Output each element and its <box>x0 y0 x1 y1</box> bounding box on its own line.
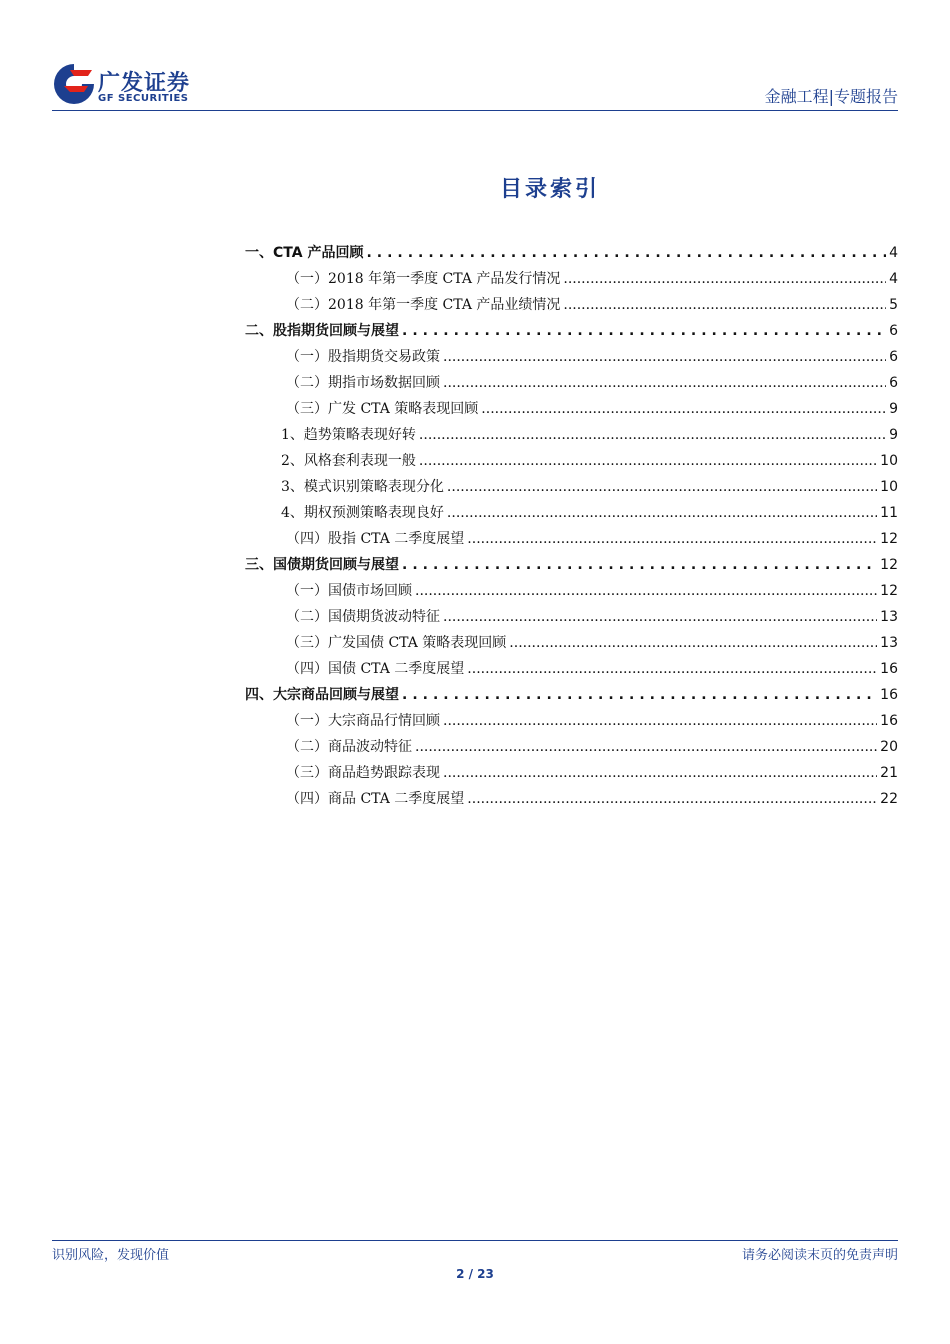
toc-entry-page: 6 <box>889 375 898 391</box>
toc-entry[interactable] <box>286 762 898 788</box>
toc-entry-label: （二）2018 年第一季度 CTA 产品业绩情况 <box>286 297 561 313</box>
toc-entry-page: 5 <box>889 297 898 313</box>
toc-leader-dots <box>419 427 886 443</box>
toc-entry-label: 四、大宗商品回顾与展望 <box>245 687 399 703</box>
toc-entry-page: 21 <box>880 765 898 781</box>
toc-entry[interactable] <box>286 606 898 632</box>
toc-leader-dots <box>563 271 886 287</box>
toc-entry[interactable] <box>245 320 898 346</box>
toc-entry-label: （二）商品波动特征 <box>286 739 412 755</box>
toc-entry[interactable] <box>286 736 898 762</box>
toc-entry[interactable] <box>286 398 898 424</box>
toc-leader-dots <box>467 791 877 807</box>
toc-entry[interactable] <box>281 476 898 502</box>
toc-leader-dots <box>481 401 886 417</box>
toc-entry-page: 16 <box>880 661 898 677</box>
report-section-label: 金融工程|专题报告 <box>764 87 898 106</box>
toc-leader-dots <box>467 531 877 547</box>
toc-entry-page: 13 <box>880 609 898 625</box>
toc-leader-dots <box>447 505 877 521</box>
toc-entry-label: （二）国债期货波动特征 <box>286 609 440 625</box>
footer-divider <box>52 1240 898 1241</box>
toc-entry-page: 6 <box>889 323 898 339</box>
toc-entry[interactable] <box>286 528 898 554</box>
toc-entry-page: 10 <box>880 453 898 469</box>
toc-leader-dots <box>402 323 886 339</box>
toc-entry[interactable] <box>286 710 898 736</box>
toc-entry-page: 16 <box>880 713 898 729</box>
toc-entry-page: 12 <box>880 531 898 547</box>
toc-entry[interactable] <box>286 632 898 658</box>
toc-leader-dots <box>467 661 877 677</box>
toc-entry[interactable] <box>286 268 898 294</box>
toc-entry-label: 一、CTA 产品回顾 <box>245 245 364 261</box>
toc-entry-page: 11 <box>880 505 898 521</box>
toc-entry-label: （三）商品趋势跟踪表现 <box>286 765 440 781</box>
toc-entry-label: （三）广发 CTA 策略表现回顾 <box>286 401 479 417</box>
toc-leader-dots <box>447 479 877 495</box>
toc-entry[interactable] <box>286 658 898 684</box>
logo-name-cn: 广发证券 <box>98 71 191 96</box>
page-number: 2 / 23 <box>456 1267 494 1281</box>
toc-leader-dots <box>443 349 886 365</box>
header-divider <box>52 110 898 111</box>
toc-title: 目录索引 <box>499 177 600 202</box>
toc-leader-dots <box>402 557 877 573</box>
page-header <box>52 62 898 112</box>
toc-entry-page: 16 <box>880 687 898 703</box>
toc-entry[interactable] <box>286 580 898 606</box>
toc-leader-dots <box>443 609 877 625</box>
toc-entry-label: （四）国债 CTA 二季度展望 <box>286 661 465 677</box>
toc-entry[interactable] <box>281 502 898 528</box>
toc-entry-page: 10 <box>880 479 898 495</box>
toc-leader-dots <box>415 583 877 599</box>
toc-entry[interactable] <box>286 788 898 814</box>
toc-entry-page: 4 <box>889 271 898 287</box>
toc-entry-page: 9 <box>889 427 898 443</box>
toc-entry-page: 6 <box>889 349 898 365</box>
toc-entry-label: （一）2018 年第一季度 CTA 产品发行情况 <box>286 271 561 287</box>
toc-entry-label: （四）股指 CTA 二季度展望 <box>286 531 465 547</box>
toc-entry-label: 三、国债期货回顾与展望 <box>245 557 399 573</box>
toc-leader-dots <box>402 687 877 703</box>
toc-entry-label: （一）国债市场回顾 <box>286 583 412 599</box>
toc-entry-label: （一）大宗商品行情回顾 <box>286 713 440 729</box>
toc-leader-dots <box>443 765 877 781</box>
toc-leader-dots <box>563 297 886 313</box>
toc-entry-label: 3、模式识别策略表现分化 <box>281 479 444 495</box>
toc-entry[interactable] <box>281 424 898 450</box>
toc-leader-dots <box>366 245 886 261</box>
toc-entry-label: 2、风格套利表现一般 <box>281 453 416 469</box>
toc-leader-dots <box>415 739 877 755</box>
toc-entry-label: （二）期指市场数据回顾 <box>286 375 440 391</box>
toc-leader-dots <box>419 453 877 469</box>
toc-entry[interactable] <box>245 554 898 580</box>
toc-entry-label: 1、趋势策略表现好转 <box>281 427 416 443</box>
toc-entry-page: 22 <box>880 791 898 807</box>
toc-entry[interactable] <box>286 294 898 320</box>
toc-entry[interactable] <box>286 346 898 372</box>
toc-entry[interactable] <box>286 372 898 398</box>
toc-entry[interactable] <box>245 242 898 268</box>
gf-securities-logo <box>52 62 202 108</box>
toc-entry-label: （一）股指期货交易政策 <box>286 349 440 365</box>
logo-name-en: GF SECURITIES <box>98 93 189 104</box>
toc-entry-page: 12 <box>880 557 898 573</box>
toc-entry-label: 二、股指期货回顾与展望 <box>245 323 399 339</box>
toc-entry-page: 4 <box>889 245 898 261</box>
gf-logo-icon <box>52 62 96 106</box>
toc-entry-page: 9 <box>889 401 898 417</box>
toc-entry[interactable] <box>245 684 898 710</box>
toc-entry-page: 13 <box>880 635 898 651</box>
toc-entry-page: 20 <box>880 739 898 755</box>
footer-disclaimer-note: 请务必阅读末页的免责声明 <box>741 1248 898 1263</box>
toc-leader-dots <box>443 713 877 729</box>
footer-slogan: 识别风险，发现价值 <box>52 1248 170 1263</box>
toc-entry-label: （四）商品 CTA 二季度展望 <box>286 791 465 807</box>
toc-entry-label: （三）广发国债 CTA 策略表现回顾 <box>286 635 507 651</box>
toc-leader-dots <box>443 375 886 391</box>
toc-entry-page: 12 <box>880 583 898 599</box>
toc-entry-label: 4、期权预测策略表现良好 <box>281 505 444 521</box>
toc-entry[interactable] <box>281 450 898 476</box>
toc-leader-dots <box>509 635 877 651</box>
